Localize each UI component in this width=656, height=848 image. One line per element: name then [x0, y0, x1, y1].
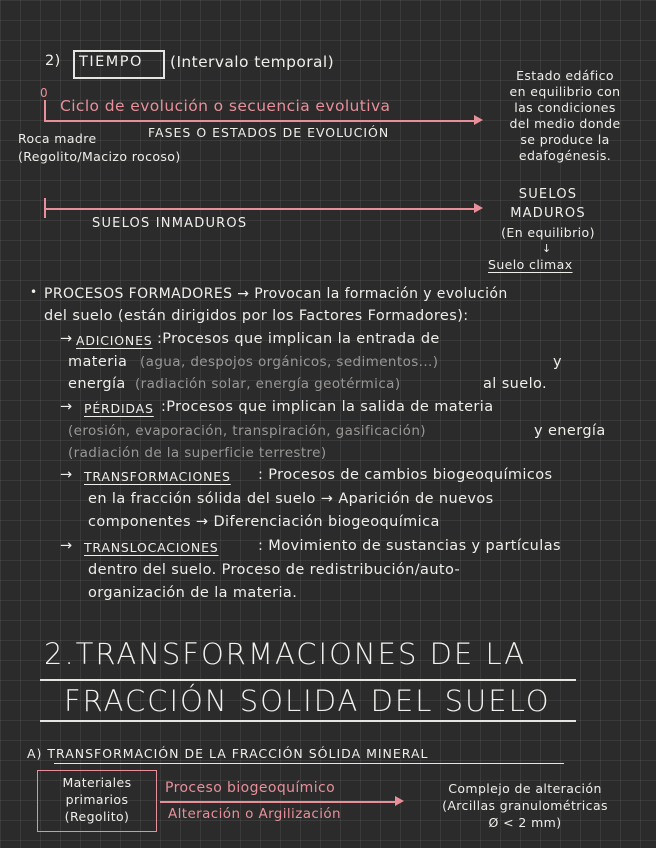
estado-edafico-note	[480, 68, 650, 164]
adiciones-and: y	[553, 354, 562, 370]
transformaciones-text-2: en la fracción sólida del suelo → Aparición de nuevos	[88, 491, 494, 507]
tiempo-subtitle: (Intervalo temporal)	[170, 53, 335, 71]
zero-marker: 0	[40, 86, 49, 100]
title-underline-2	[40, 720, 576, 722]
transformaciones-text-3: componentes → Diferenciación biogeoquímica	[88, 514, 440, 530]
adiciones-materia-examples: (agua, despojos orgánicos, sedimentos...)	[140, 354, 439, 370]
adiciones-text-1: :Procesos que implican la entrada de	[157, 331, 440, 347]
complejo-line: (Arcillas granulométricas	[442, 798, 608, 813]
fases-label: FASES O ESTADOS DE EVOLUCIÓN	[148, 125, 390, 140]
adiciones-title: ADICIONES	[76, 333, 153, 348]
arrow-right-icon: →	[60, 467, 73, 483]
adiciones-end: al suelo.	[483, 376, 548, 392]
materiales-line: (Regolito)	[64, 809, 130, 824]
transformaciones-title: TRANSFORMACIONES	[84, 469, 231, 484]
down-arrow-icon: ↓	[542, 242, 552, 255]
complejo-line: Complejo de alteración	[448, 781, 602, 796]
translocaciones-text-3: organización de la materia.	[88, 585, 298, 601]
alteracion-label: Alteración o Argilización	[168, 806, 341, 822]
suelos-inmaduros-label: SUELOS INMADUROS	[92, 216, 248, 231]
maduros-line: (En equilibrio)	[501, 225, 595, 240]
estado-line: Estado edáfico	[516, 68, 614, 83]
estado-line: del medio donde	[509, 116, 621, 131]
estado-line: en equilibrio con	[509, 84, 621, 99]
translocaciones-text-1: : Movimiento de sustancias y partículas	[258, 538, 561, 554]
procesos-intro-2: del suelo (están dirigidos por los Factores Formadores):	[44, 308, 469, 324]
procesos-intro-1: PROCESOS FORMADORES → Provocan la formación y evolución	[44, 286, 508, 302]
section2-title-line2: FRACCIÓN SOLIDA DEL SUELO	[64, 684, 551, 718]
adiciones-materia: materia	[68, 354, 128, 370]
arrow-right-icon: →	[60, 399, 73, 415]
perdidas-examples: (erosión, evaporación, transpiración, gasificación)	[68, 423, 426, 439]
soil-arrow-line	[44, 208, 474, 210]
cycle-label: Ciclo de evolución o secuencia evolutiva	[60, 97, 391, 115]
estado-line: edafogénesis.	[518, 148, 612, 163]
roca-madre-detail: (Regolito/Macizo rocoso)	[18, 149, 181, 164]
arrow-right-icon: →	[60, 538, 73, 554]
maduros-line: MADUROS	[510, 206, 586, 221]
adiciones-energia-examples: (radiación solar, energía geotérmica)	[135, 376, 401, 392]
diagram-arrow-head	[395, 796, 404, 806]
section2-title-line1: 2.TRANSFORMACIONES DE LA	[44, 637, 527, 671]
diagram-arrow-line	[160, 801, 395, 803]
title-underline-1	[40, 679, 576, 681]
suelos-maduros-note	[478, 185, 618, 242]
bullet-icon: •	[30, 285, 38, 299]
perdidas-text-1: :Procesos que implican la salida de materia	[161, 399, 494, 415]
proceso-biogeoquimico-label: Proceso biogeoquímico	[165, 780, 336, 796]
translocaciones-title: TRANSLOCACIONES	[84, 540, 219, 555]
suelo-climax-label: Suelo climax	[488, 257, 573, 272]
complejo-line: Ø < 2 mm)	[488, 815, 562, 830]
estado-line: las condiciones	[514, 100, 616, 115]
materiales-primarios-text	[37, 774, 157, 825]
transformaciones-text-1: : Procesos de cambios biogeoquímicos	[258, 467, 553, 483]
maduros-line: SUELOS	[518, 187, 578, 202]
section2-sub-a: A) TRANSFORMACIÓN DE LA FRACCIÓN SÓLIDA MINERAL	[27, 746, 429, 761]
section-number: 2)	[45, 53, 61, 69]
perdidas-energia-examples: (radiación de la superficie terrestre)	[68, 445, 327, 461]
sub-a-underline	[54, 763, 564, 764]
tiempo-title: TIEMPO	[79, 54, 143, 70]
perdidas-title: PÉRDIDAS	[84, 401, 154, 416]
roca-madre-label: Roca madre	[18, 131, 97, 146]
perdidas-energia: y energía	[534, 423, 606, 439]
cycle-arrow-line	[44, 120, 474, 122]
materiales-line: primarios	[65, 792, 129, 807]
materiales-line: Materiales	[62, 775, 132, 790]
timeline-start-tick	[44, 100, 46, 122]
translocaciones-text-2: dentro del suelo. Proceso de redistribución/auto-	[88, 562, 461, 578]
complejo-alteracion-note	[405, 780, 645, 831]
estado-line: se produce la	[520, 132, 610, 147]
adiciones-energia: energía	[68, 376, 126, 392]
arrow-right-icon: →	[60, 331, 73, 347]
